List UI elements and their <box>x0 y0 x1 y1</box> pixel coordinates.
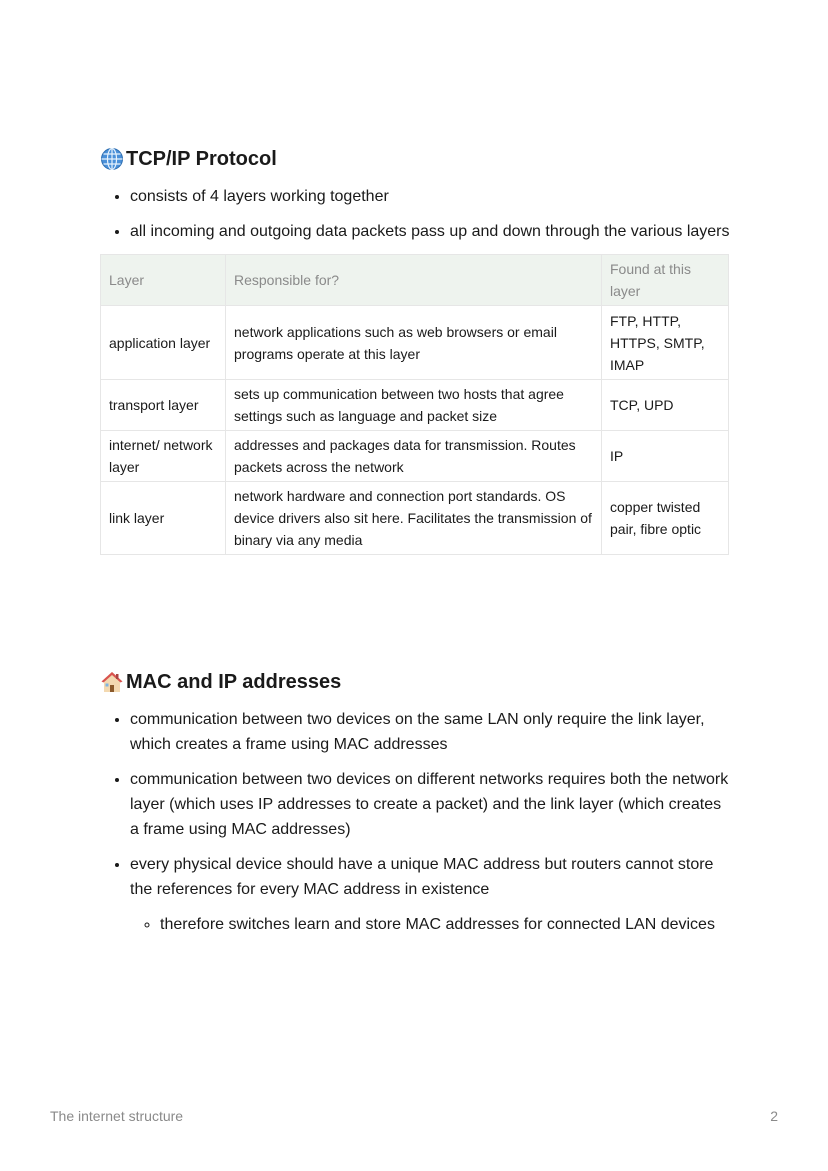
list-item: • consists of 4 layers working together <box>130 184 730 209</box>
tcp-bullet-list <box>100 184 730 244</box>
table-row <box>101 306 729 380</box>
globe-icon <box>100 147 124 171</box>
table-cell: network hardware and connection port standards. OS device drivers also sit here. Facilitates the transmission of binary via any media <box>226 482 602 555</box>
column-header-layer: Layer <box>101 255 226 306</box>
table-row <box>101 380 729 431</box>
table-cell: FTP, HTTP, HTTPS, SMTP, IMAP <box>602 306 729 380</box>
table-row <box>101 482 729 555</box>
table-cell: copper twisted pair, fibre optic <box>602 482 729 555</box>
table-row <box>101 431 729 482</box>
mac-sub-bullet-list <box>130 912 730 937</box>
layers-table <box>100 254 729 555</box>
tcp-title: TCP/IP Protocol <box>126 148 277 170</box>
table-cell: TCP, UPD <box>602 380 729 431</box>
table-cell: sets up communication between two hosts that agree settings such as language and packet size <box>226 380 602 431</box>
mac-title: MAC and IP addresses <box>126 671 342 693</box>
list-item-text: every physical device should have a unique MAC address but routers cannot store the references for every MAC address in existence <box>130 856 714 898</box>
tcp-heading <box>100 144 730 174</box>
footer-title: The internet structure <box>50 1108 184 1124</box>
list-item: • all incoming and outgoing data packets pass up and down through the various layers <box>130 219 730 244</box>
table-header-row <box>101 255 729 306</box>
tcp-section <box>100 144 730 555</box>
table-cell: transport layer <box>101 380 226 431</box>
table-cell: internet/ network layer <box>101 431 226 482</box>
list-item: ◦ therefore switches learn and store MAC addresses for connected LAN devices <box>160 912 730 937</box>
list-item: • communication between two devices on the same LAN only require the link layer, which creates a frame using MAC addresses <box>130 707 730 757</box>
table-cell: link layer <box>101 482 226 555</box>
table-cell: addresses and packages data for transmission. Routes packets across the network <box>226 431 602 482</box>
table-cell: network applications such as web browsers or email programs operate at this layer <box>226 306 602 380</box>
mac-heading <box>100 667 730 697</box>
column-header-found: Found at this layer <box>602 255 729 306</box>
page-number: 2 <box>770 1108 778 1124</box>
list-item <box>130 852 730 937</box>
mac-bullet-list <box>100 707 730 937</box>
house-icon <box>100 670 124 694</box>
list-item: • communication between two devices on different networks requires both the network layer (which uses IP addresses to create a packet) and the link layer (which creates a frame using MAC addresses) <box>130 767 730 842</box>
table-cell: IP <box>602 431 729 482</box>
table-cell: application layer <box>101 306 226 380</box>
column-header-responsible: Responsible for? <box>226 255 602 306</box>
mac-section <box>100 667 730 947</box>
